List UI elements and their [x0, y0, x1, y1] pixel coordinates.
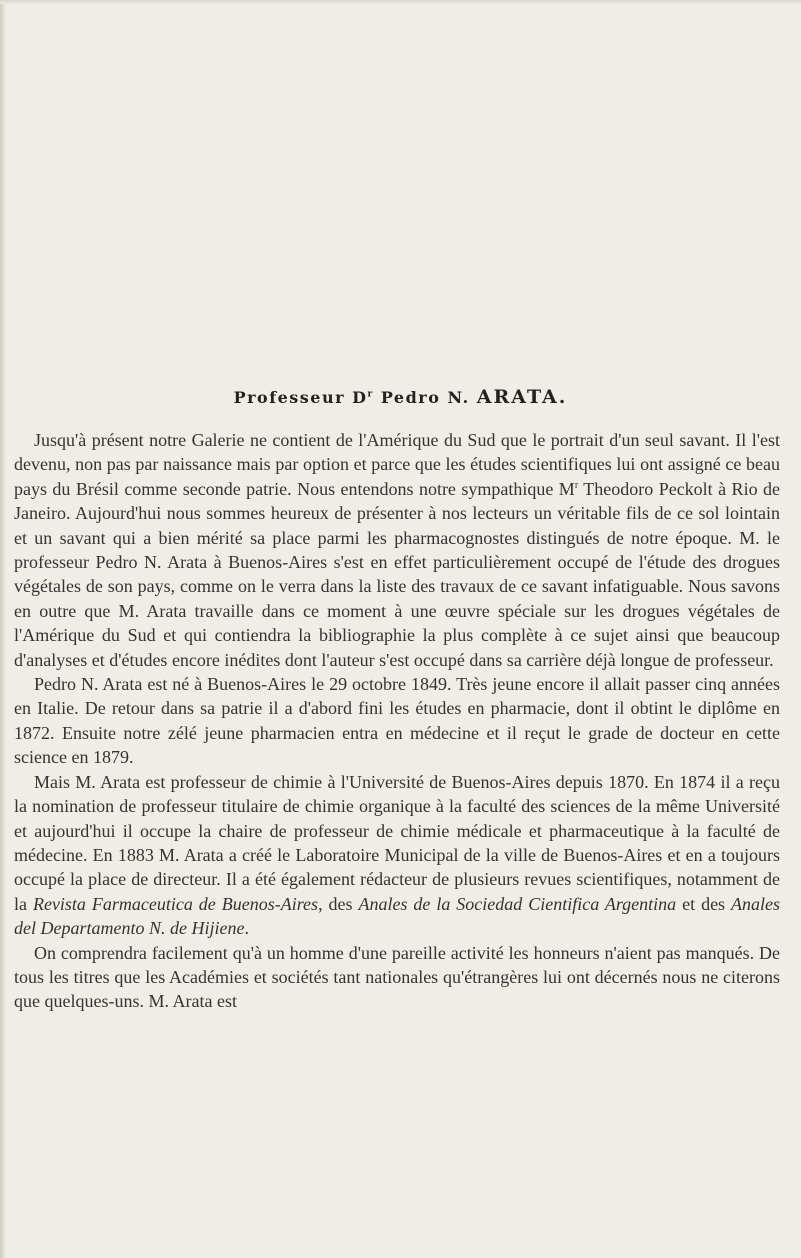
text-segment: et des	[676, 893, 732, 914]
superscript: r	[574, 479, 579, 491]
text-segment: Pedro N. Arata est né à Buenos-Aires le 29 octobre 1849. Très jeune encore il allait passer cinq années en Italie. De retour dans sa patrie il a d'abord fini les études en pharmacie, dont il obtint le diplôme en 1872. Ensuite notre zélé jeune pharmacien entra en médecine et il reçut le grade de docteur en cette science en 1879.	[14, 674, 780, 768]
title-prefix-sup: r	[367, 389, 374, 400]
journal-title: Anales de la Sociedad Cientifica Argentina	[358, 893, 677, 914]
text-segment: .	[244, 918, 249, 939]
text-segment: On comprendra facilement qu'à un homme d'une pareille activité les honneurs n'aient pas manqués. De tous les titres que les Académies et sociétés tant nationales qu'étrangères lui ont décernés nous ne citerons que quelques-uns. M. Arata est	[14, 942, 780, 1012]
paragraph	[14, 770, 780, 941]
body-text	[14, 428, 780, 1014]
paragraph	[14, 672, 780, 770]
paragraph	[14, 941, 780, 1014]
title-prefix: Professeur D	[233, 388, 368, 407]
title-given-names: Pedro N.	[373, 388, 477, 407]
text-segment: Theodoro Peckolt à Rio de Janeiro. Aujourd'hui nous sommes heureux de présenter à nos lecteurs un véritable fils de ce sol lointain et un savant qui a bien mérité sa place parmi les pharmacognostes distingués de notre époque. M. le professeur Pedro N. Arata à Buenos-Aires s'est en effet particulièrement occupé de l'étude des drogues végétales de son pays, comme on le verra dans la liste des travaux de ce savant infatiguable. Nous savons en outre que M. Arata travaille dans ce moment à une œuvre spéciale sur les drogues végétales de l'Amérique du Sud et qui contiendra la bibliographie la plus complète à ce sujet ainsi que beaucoup d'analyses et d'études encore inédites dont l'auteur s'est occupé dans sa carrière déjà longue de professeur.	[14, 478, 780, 670]
text-segment: Jusqu'à présent notre Galerie ne contient de l'Amérique du Sud que le portrait d'un seul savant. Il l'est devenu, non pas par naissance mais par option et parce que les études scientifiques lui ont assigné ce beau pays du Brésil comme seconde patrie. Nous entendons notre sympathique M	[14, 430, 780, 499]
text-segment: , des	[318, 893, 359, 914]
page-title	[0, 386, 801, 408]
journal-title: Anales del Departamento N. de Hijiene	[14, 893, 781, 939]
paragraph	[14, 428, 780, 672]
title-surname: ARATA.	[476, 386, 568, 408]
text-segment: Mais M. Arata est professeur de chimie à l'Université de Buenos-Aires depuis 1870. En 1874 il a reçu la nomination de professeur titulaire de chimie organique à la faculté des sciences de la même Université et aujourd'hui il occupe la chaire de professeur de chimie médicale et pharmaceutique à la faculté de médecine. En 1883 M. Arata a créé le Laboratoire Municipal de la ville de Buenos-Aires et en a toujours occupé la place de directeur. Il a été également rédacteur de plusieurs revues scientifiques, notamment de la	[14, 771, 780, 914]
journal-title: Revista Farmaceutica de Buenos-Aires	[32, 893, 319, 914]
